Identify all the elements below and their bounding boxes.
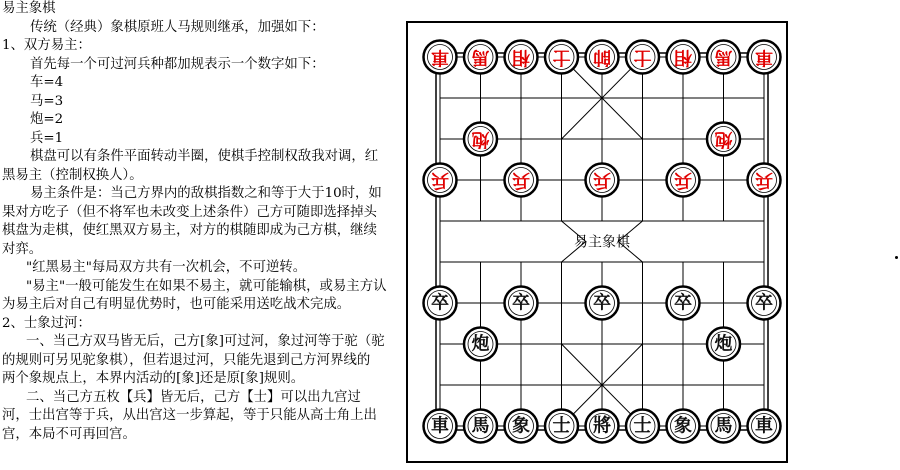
piece-label: 帥 [593, 46, 611, 68]
stray-dot [895, 256, 898, 259]
red-piece [748, 164, 781, 197]
black-piece [464, 328, 497, 361]
doc-title: 易主象棋 [2, 1, 56, 16]
red-piece [424, 41, 457, 74]
para-cond-2: 果对方吃子（但不将军也未改变上述条件）己方可随即选择掉头 [2, 204, 377, 220]
rules-text [2, 0, 400, 444]
red-piece [464, 123, 497, 156]
red-piece [505, 164, 538, 197]
piece-label: 卒 [431, 292, 449, 314]
piece-label: 士 [552, 46, 571, 68]
para-s2-1: 二、当己方五枚【兵】皆无后，己方【士】可以出九宫过 [26, 389, 361, 405]
black-piece [586, 287, 619, 320]
black-piece [586, 410, 619, 443]
para-yizhu-2: 为易主后对自己有明显优势时，也可能采用送吃战术完成。 [2, 297, 351, 312]
value-horse: 马=3 [30, 93, 64, 109]
piece-label: 炮 [471, 333, 490, 355]
para-cond-4: 对弈。 [2, 241, 43, 257]
red-piece [505, 41, 538, 74]
red-piece [707, 41, 740, 74]
black-piece [748, 287, 781, 320]
black-piece [505, 287, 538, 320]
piece-label: 炮 [714, 128, 733, 150]
para-cond-3: 棋盘为走棋，使红黑双方易主，对方的棋随即成为己方棋，继续 [2, 223, 377, 238]
red-piece [545, 41, 578, 74]
black-piece [748, 410, 781, 443]
red-piece [626, 41, 659, 74]
black-piece [667, 287, 700, 320]
red-piece [667, 164, 700, 197]
piece-label: 兵 [593, 169, 611, 191]
piece-label: 卒 [674, 292, 692, 314]
piece-label: 相 [512, 46, 530, 68]
piece-label: 車 [755, 46, 773, 68]
piece-label: 卒 [512, 292, 530, 314]
black-piece [626, 410, 659, 443]
piece-label: 相 [674, 46, 692, 68]
para-s1-1: 一、当己方双马皆无后，己方[象]可过河，象过河等于驼（驼 [26, 334, 385, 349]
red-piece [424, 164, 457, 197]
para-rotate-1: 棋盘可以有条件平面转动半圈，使棋手控制权敌我对调，红 [30, 149, 379, 164]
black-piece [505, 410, 538, 443]
red-piece [707, 123, 740, 156]
intro-line: 传统（经典）象棋原班人马规则继承，加强如下： [30, 19, 325, 35]
piece-label: 兵 [512, 169, 530, 191]
values-intro: 首先每一个可过河兵种都加规表示一个数字如下： [30, 56, 325, 72]
black-piece [707, 410, 740, 443]
para-rotate-2: 黑易主（控制权换人）。 [2, 167, 143, 183]
para-s2-3: 宫，本局不可再回宫。 [2, 426, 136, 442]
piece-label: 炮 [714, 333, 733, 355]
piece-label: 車 [755, 415, 773, 437]
black-piece [464, 410, 497, 443]
para-s1-3: 两个象规点上，本界内活动的[象]还是原[象]规则。 [2, 371, 305, 386]
piece-label: 車 [431, 46, 449, 68]
value-soldier: 兵=1 [30, 130, 64, 146]
value-cannon: 炮=2 [30, 112, 64, 127]
piece-label: 將 [593, 415, 611, 437]
piece-label: 象 [512, 415, 530, 437]
piece-label: 馬 [471, 46, 490, 68]
red-piece [748, 41, 781, 74]
piece-label: 車 [431, 415, 449, 437]
red-piece [586, 164, 619, 197]
river-label: 易主象棋 [574, 234, 630, 251]
piece-label: 士 [633, 46, 652, 68]
section2-heading: 2、士象过河： [2, 315, 91, 331]
piece-label: 馬 [714, 46, 733, 68]
black-piece [667, 410, 700, 443]
piece-label: 卒 [593, 292, 611, 314]
piece-label: 兵 [431, 169, 449, 191]
xiangqi-board [400, 20, 796, 466]
piece-label: 兵 [755, 169, 773, 191]
para-s2-2: 河，士出宫等于兵，从出宫这一步算起，等于只能从高士角上出 [2, 408, 377, 423]
value-chariot: 车=4 [30, 75, 64, 90]
red-piece [586, 41, 619, 74]
piece-label: 卒 [755, 292, 773, 314]
piece-label: 士 [552, 415, 571, 437]
piece-label: 士 [633, 415, 652, 437]
para-cond-1: 易主条件是：当己方界内的敌棋指数之和等于大于10时，如 [30, 186, 382, 201]
black-piece [545, 410, 578, 443]
red-piece [667, 41, 700, 74]
black-piece [424, 410, 457, 443]
red-piece [464, 41, 497, 74]
para-once: "红黑易主"每局双方共有一次机会，不可逆转。 [26, 260, 307, 275]
piece-label: 炮 [471, 128, 490, 150]
section1-heading: 1、双方易主： [2, 38, 91, 53]
para-yizhu-1: "易主"一般可能发生在如果不易主，就可能输棋，或易主方认 [26, 278, 387, 294]
black-piece [424, 287, 457, 320]
piece-label: 馬 [471, 415, 490, 437]
black-piece [707, 328, 740, 361]
piece-label: 象 [674, 415, 692, 437]
piece-label: 馬 [714, 415, 733, 437]
piece-label: 兵 [674, 169, 692, 191]
para-s1-2: 的规则可另见驼象棋），但若退过河，只能先退到己方河界线的 [2, 352, 371, 368]
